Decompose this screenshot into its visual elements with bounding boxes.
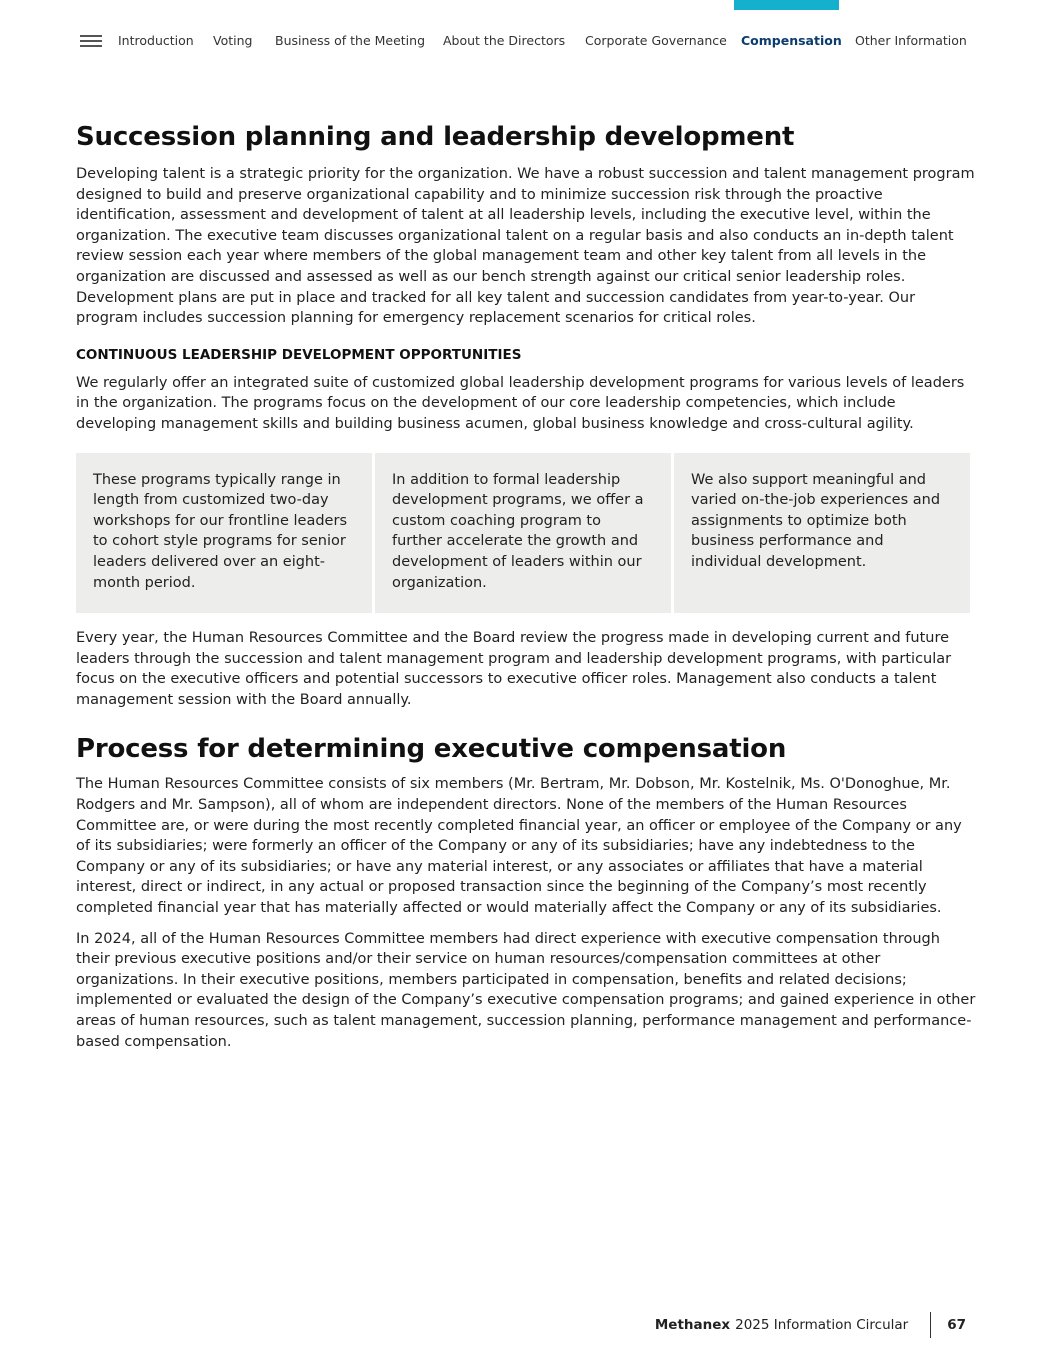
footer-title: 2025 Information Circular bbox=[735, 1317, 909, 1333]
top-navigation bbox=[0, 0, 1048, 70]
callout-program-range: These programs typically range in length from customized two-day workshops for our frontline leaders to cohort style programs for senior leaders delivered over an eight-month period. bbox=[76, 453, 372, 614]
section-heading-succession: Succession planning and leadership development bbox=[76, 122, 795, 152]
active-tab-indicator bbox=[734, 0, 839, 10]
footer-brand: Methanex bbox=[654, 1317, 731, 1333]
leadership-development-subheading: CONTINUOUS LEADERSHIP DEVELOPMENT OPPORTUNITIES bbox=[76, 346, 522, 363]
page-footer bbox=[655, 1312, 966, 1338]
program-callouts bbox=[76, 453, 970, 614]
callout-coaching: In addition to formal leadership development programs, we offer a custom coaching program to further accelerate the growth and development of leaders within our organization. bbox=[375, 453, 671, 614]
hamburger-menu-icon[interactable] bbox=[80, 35, 102, 49]
nav-tab-voting[interactable]: Voting bbox=[213, 33, 253, 48]
nav-tab-introduction[interactable]: Introduction bbox=[118, 33, 194, 48]
leadership-programs-paragraph: We regularly offer an integrated suite of customized global leadership development programs for various levels of leaders in the organization. The programs focus on the development of our core leadership competencies, which include developing management skills and building business acumen, global business knowledge and cross-cultural agility. bbox=[76, 374, 965, 432]
page-number: 67 bbox=[947, 1317, 966, 1333]
nav-tab-compensation[interactable]: Compensation bbox=[741, 33, 842, 48]
nav-tab-other-information[interactable]: Other Information bbox=[855, 33, 967, 48]
main-content bbox=[76, 120, 976, 1052]
committee-members-paragraph: The Human Resources Committee consists of six members (Mr. Bertram, Mr. Dobson, Mr. Kostelnik, Ms. O'Donoghue, Mr. Rodgers and Mr. Sampson), all of whom are independent directors. None of the members of the Human Resources Committee are, or were during the most recently completed financial year, an officer or employee of the Company or any of its subsidiaries; were formerly an officer of the Company or any of its subsidiaries; have any indebtedness to the Company or any of its subsidiaries; or have any material interest, or any associates or affiliates that have a material interest, direct or indirect, in any actual or proposed transaction since the beginning of the Company’s most recently completed financial year that has materially affected or would materially affect the Company or any of its subsidiaries. bbox=[76, 776, 962, 917]
nav-tab-corporate-governance[interactable]: Corporate Governance bbox=[585, 33, 727, 48]
nav-tab-about-the-directors[interactable]: About the Directors bbox=[443, 33, 566, 48]
committee-experience-paragraph: In 2024, all of the Human Resources Committee members had direct experience with executive compensation through their previous executive positions and/or their service on human resources/compensation committees at other organizations. In their executive positions, members participated in compensation, benefits and related decisions; implemented or evaluated the design of the Company’s executive compensation programs; and gained experience in other areas of human resources, such as talent management, succession planning, performance management and performance-based compensation. bbox=[76, 930, 976, 1050]
section-heading-executive-compensation: Process for determining executive compensation bbox=[76, 734, 787, 765]
annual-review-paragraph: Every year, the Human Resources Committee and the Board review the progress made in developing current and future leaders through the succession and talent management program and leadership development programs, with particular focus on the executive officers and potential successors to executive officer roles. Management also conducts a talent management session with the Board annually. bbox=[76, 630, 952, 708]
nav-tab-business-of-the-meeting[interactable]: Business of the Meeting bbox=[275, 33, 425, 48]
callout-on-the-job: We also support meaningful and varied on-the-job experiences and assignments to optimize both business performance and individual development. bbox=[674, 453, 970, 614]
succession-paragraph: Developing talent is a strategic priority for the organization. We have a robust succession and talent management program designed to build and preserve organizational capability and to minimize succession risk through the proactive identification, assessment and development of talent at all leadership levels, including the executive level, within the organization. The executive team discusses organizational talent on a regular basis and also conducts an in-depth talent review session each year where members of the global management team and other key talent from all levels in the organization are discussed and assessed as well as our bench strength against our critical senior leadership roles. Development plans are put in place and tracked for all key talent and succession candidates from year-to-year. Our program includes succession planning for emergency replacement scenarios for critical roles. bbox=[76, 166, 975, 327]
footer-divider bbox=[930, 1312, 931, 1338]
